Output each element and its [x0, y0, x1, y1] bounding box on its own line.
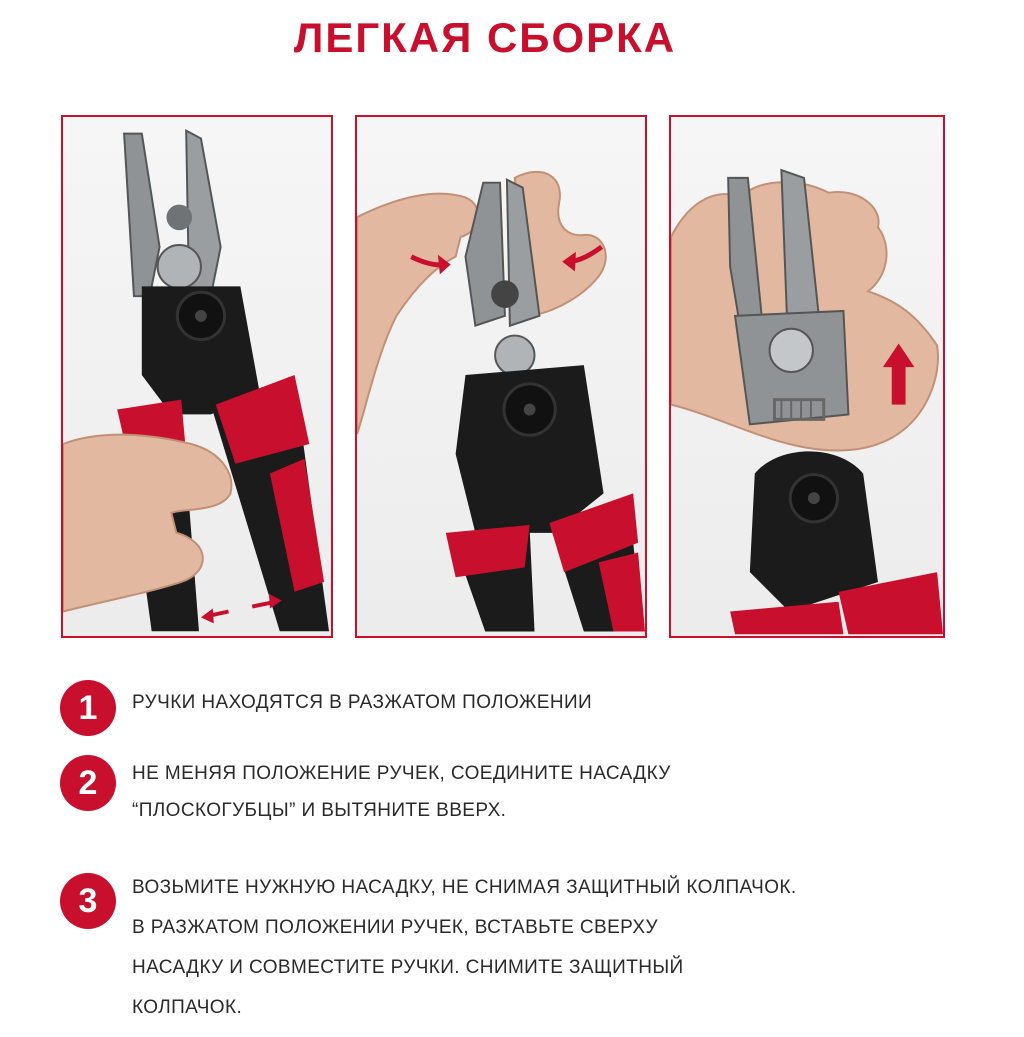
step-text-line: КОЛПАЧОК. [132, 997, 243, 1018]
step-text-line: НАСАДКУ И СОВМЕСТИТЕ РУЧКИ. СНИМИТЕ ЗАЩИТНЫЙ [132, 957, 684, 978]
step-text-line: ВОЗЬМИТЕ НУЖНУЮ НАСАДКУ, НЕ СНИМАЯ ЗАЩИТНЫЙ КОЛПАЧОК. [132, 877, 797, 898]
jaw-teeth-icon [166, 205, 192, 231]
step-1-photo [61, 115, 333, 638]
pliers-head-squeezed-illustration [357, 117, 645, 636]
step-number-badge: 1 [60, 680, 116, 736]
arrow-left-icon [201, 609, 229, 624]
step-number-badge: 2 [60, 755, 116, 811]
step-3-photo [669, 115, 945, 638]
step-number-badge: 3 [60, 873, 116, 929]
hand-left [357, 194, 478, 435]
step-text-line: РУЧКИ НАХОДЯТСЯ В РАЗЖАТОМ ПОЛОЖЕНИИ [132, 692, 593, 713]
step-text-line: НЕ МЕНЯЯ ПОЛОЖЕНИЕ РУЧЕК, СОЕДИНИТЕ НАСАДКУ [132, 763, 671, 784]
step-text [132, 877, 797, 1037]
step-text-line: “ПЛОСКОГУБЦЫ” И ВЫТЯНИТЕ ВВЕРХ. [132, 800, 507, 821]
step-2-photo [355, 115, 647, 638]
pliers-open-handles-illustration [63, 117, 331, 636]
step-text [132, 763, 671, 837]
pliers-head-detached-illustration [671, 117, 943, 636]
handle-left [730, 602, 843, 635]
hand [63, 435, 231, 612]
pivot-screw-icon [770, 329, 813, 372]
jaw-teeth-icon [491, 280, 519, 308]
page-title: ЛЕГКАЯ СБОРКА [293, 14, 677, 61]
step-text-line: В РАЗЖАТОМ ПОЛОЖЕНИИ РУЧЕК, ВСТАВЬТЕ СВЕРХУ [132, 917, 658, 938]
step-text [132, 692, 592, 729]
pliers-jaw-left [124, 134, 159, 297]
